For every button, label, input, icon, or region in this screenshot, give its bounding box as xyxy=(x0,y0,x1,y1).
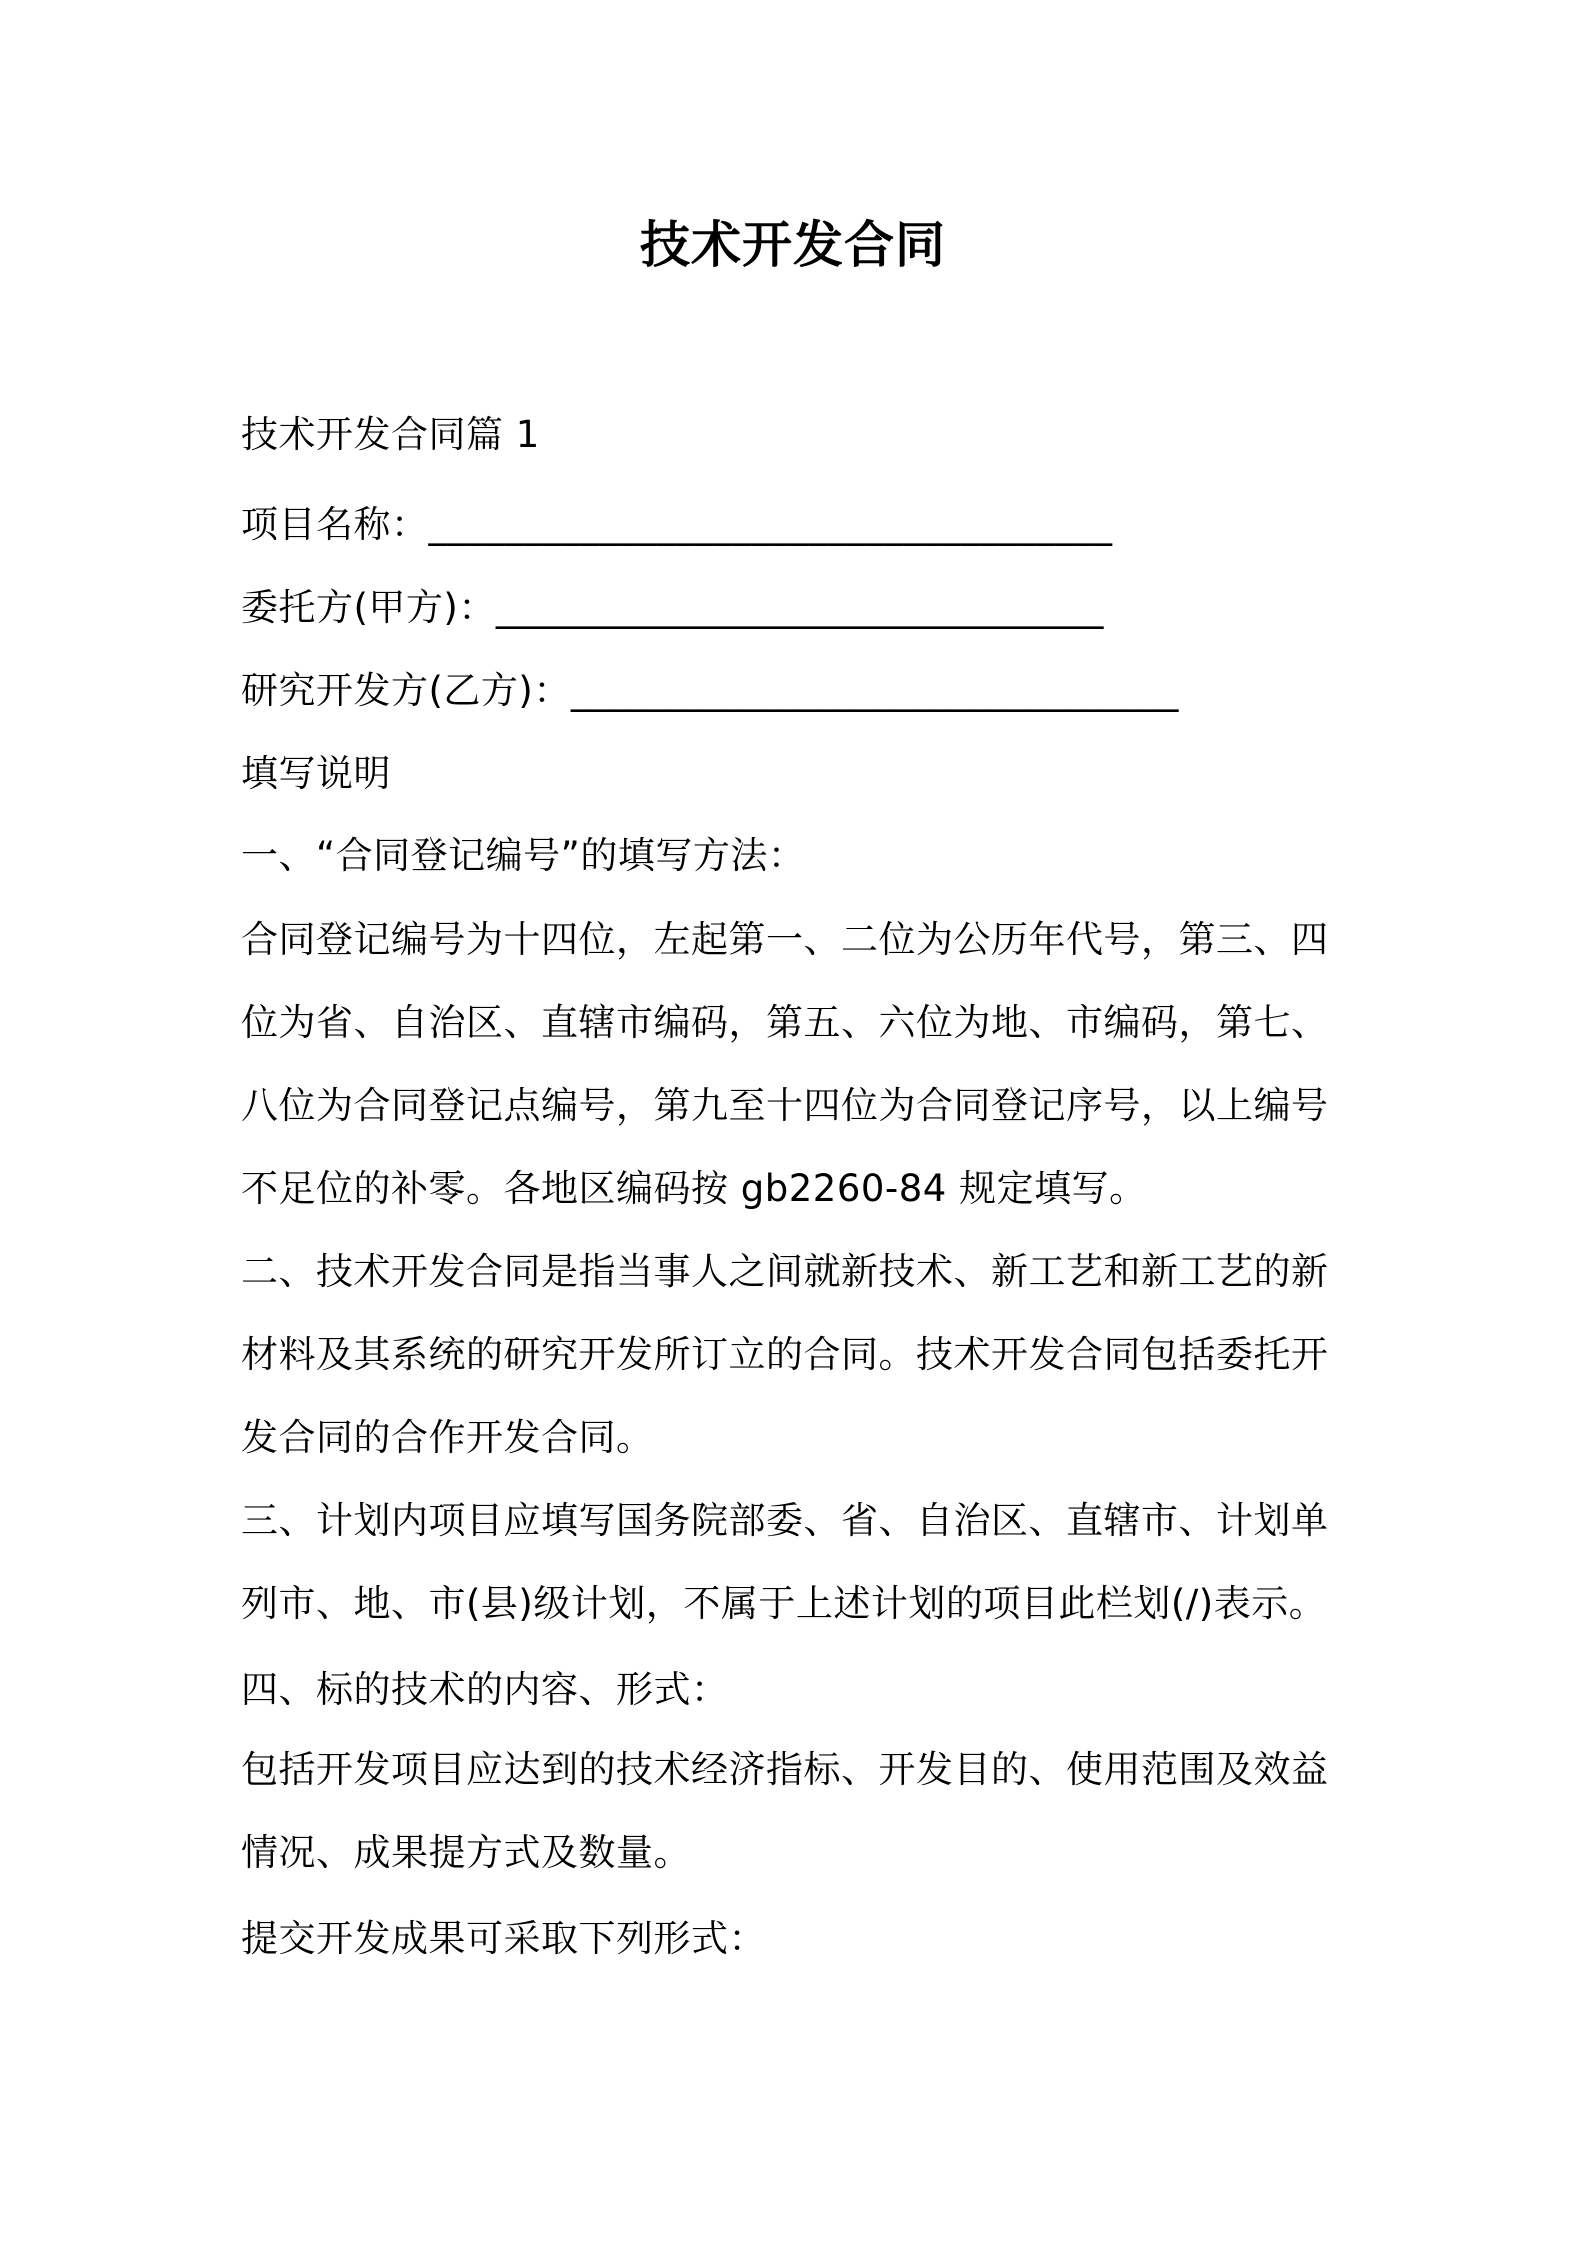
fill-in-blank: ________________________________ xyxy=(495,586,1104,629)
field-client xyxy=(241,578,1104,638)
field-project-name xyxy=(241,495,1113,555)
section-heading: 技术开发合同篇 1 xyxy=(241,413,540,456)
document-title: 技术开发合同 xyxy=(640,216,946,274)
item1-body: 合同登记编号为十四位，左起第一、二位为公历年代号，第三、四位为省、自治区、直辖市编码，第五、六位为地、市编码，第七、八位为合同登记点编号，第九至十四位为合同登记序号，以上编号不足位的补零。各地区编码按 gb2260-84 规定填写。 xyxy=(241,918,1329,1210)
item3-body: 三、计划内项目应填写国务院部委、省、自治区、直辖市、计划单列市、地、市(县)级计划，不属于上述计划的项目此栏划(/)表示。 xyxy=(241,1499,1329,1625)
item4-body: 包括开发项目应达到的技术经济指标、开发目的、使用范围及效益情况、成果提方式及数量。 xyxy=(241,1748,1329,1874)
field-label: 委托方(甲方)： xyxy=(241,586,496,629)
field-label: 项目名称： xyxy=(241,503,429,546)
item1-heading: 一、“合同登记编号”的填写方法： xyxy=(241,834,806,877)
fill-in-blank: ________________________________ xyxy=(570,669,1179,712)
field-developer xyxy=(241,661,1179,721)
item2-body: 二、技术开发合同是指当事人之间就新技术、新工艺和新工艺的新材料及其系统的研究开发所订立的合同。技术开发合同包括委托开发合同的合作开发合同。 xyxy=(241,1250,1329,1459)
instructions-heading: 填写说明 xyxy=(241,752,391,795)
item4-heading: 四、标的技术的内容、形式： xyxy=(241,1668,729,1711)
submission-heading: 提交开发成果可采取下列形式： xyxy=(241,1917,766,1960)
fill-in-blank: ____________________________________ xyxy=(428,503,1113,546)
field-label: 研究开发方(乙方)： xyxy=(241,669,571,712)
